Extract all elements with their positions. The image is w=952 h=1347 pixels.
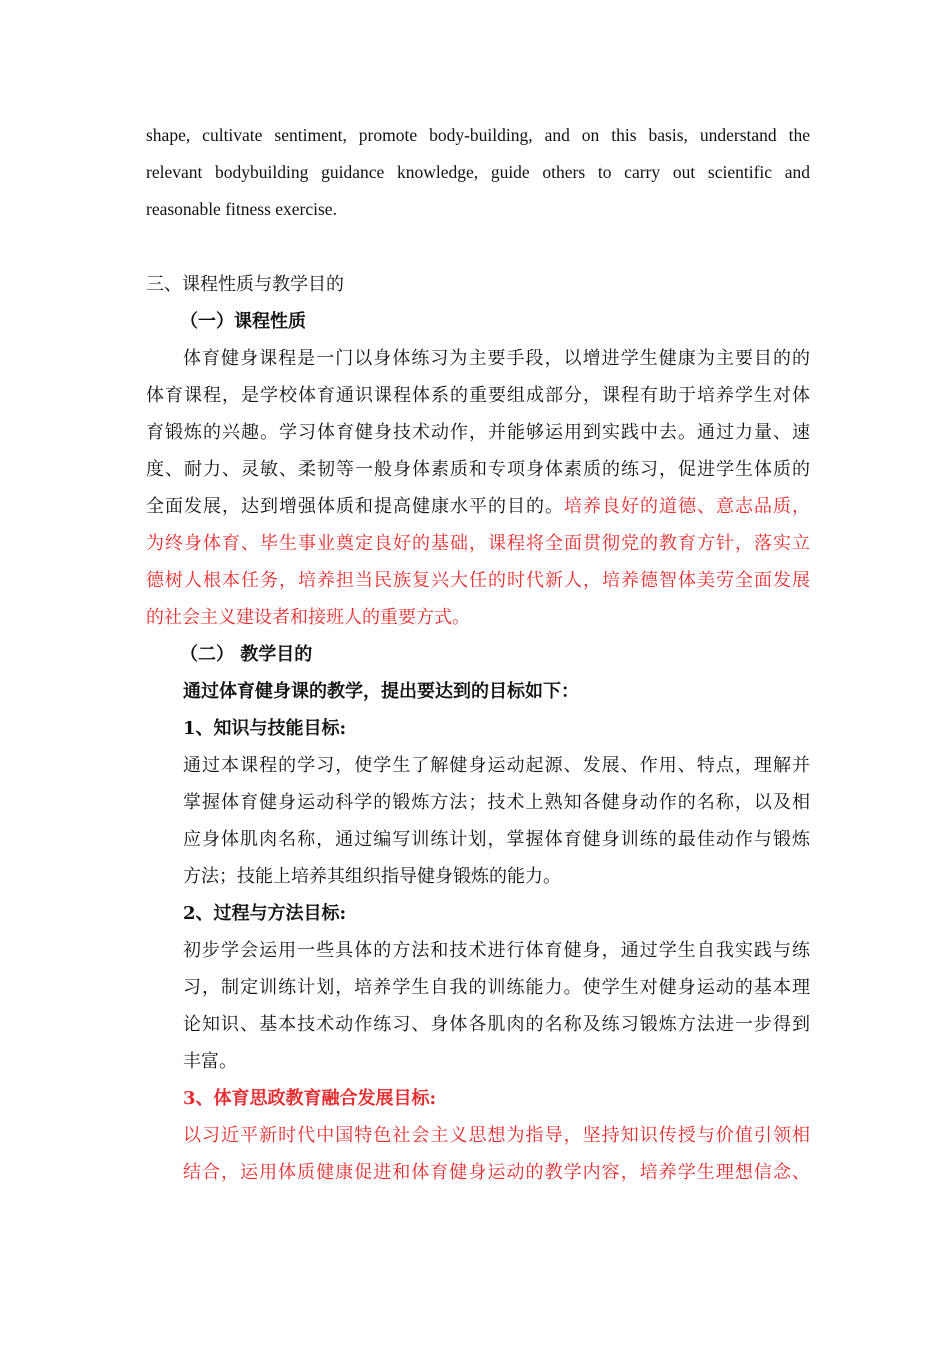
nature-paragraph-line-1: 体育健身课程是一门以身体练习为主要手段，以增进学生健康为主要目的的 — [183, 348, 810, 369]
goal2-line-4: 丰富。 — [183, 1051, 237, 1072]
subsection-heading-goals: （二） 教学目的 — [180, 644, 313, 665]
section-heading: 三、课程性质与教学目的 — [146, 274, 344, 295]
goal2-line-1: 初步学会运用一些具体的方法和技术进行体育健身，通过学生自我实践与练 — [183, 940, 810, 961]
goal1-line-2: 掌握体育健身运动科学的锻炼方法；技术上熟知各健身动作的名称，以及相 — [183, 792, 810, 813]
goal1-line-4: 方法；技能上培养其组织指导健身锻炼的能力。 — [183, 866, 561, 887]
goal3-line-2: 结合，运用体质健康促进和体育健身运动的教学内容，培养学生理想信念、 — [183, 1162, 810, 1183]
nature-red-line-2: 德树人根本任务，培养担当民族复兴大任的时代新人，培养德智体美劳全面发展 — [146, 570, 810, 591]
nature-black-segment: 全面发展，达到增强体质和提高健康水平的目的。 — [146, 496, 564, 517]
goals-intro: 通过体育健身课的教学，提出要达到的目标如下： — [183, 681, 579, 702]
subsection-heading-nature: （一）课程性质 — [180, 311, 306, 332]
goal2-line-3: 论知识、基本技术动作练习、身体各肌肉的名称及练习锻炼方法进一步得到 — [183, 1014, 810, 1035]
goal2-line-2: 习，制定训练计划，培养学生自我的训练能力。使学生对健身运动的基本理 — [183, 977, 810, 998]
english-paragraph-line-1: shape, cultivate sentiment, promote body-building, and on this basis, understand the — [146, 125, 810, 145]
nature-paragraph-line-4: 度、耐力、灵敏、柔韧等一般身体素质和专项身体素质的练习，促进学生体质的 — [146, 459, 810, 480]
goal3-heading: 3、体育思政教育融合发展目标: — [183, 1088, 437, 1109]
english-paragraph-line-3: reasonable fitness exercise. — [146, 199, 337, 219]
nature-paragraph-line-5 — [146, 488, 810, 525]
goal2-heading: 2、过程与方法目标: — [183, 903, 347, 924]
goal3-line-1: 以习近平新时代中国特色社会主义思想为指导，坚持知识传授与价值引领相 — [183, 1125, 810, 1146]
nature-red-line-3: 的社会主义建设者和接班人的重要方式。 — [146, 607, 470, 628]
nature-red-line-1: 为终身体育、毕生事业奠定良好的基础，课程将全面贯彻党的教育方针，落实立 — [146, 533, 810, 554]
nature-red-segment: 培养良好的道德、意志品质， — [564, 496, 810, 517]
nature-paragraph-line-3: 育锻炼的兴趣。学习体育健身技术动作，并能够运用到实践中去。通过力量、速 — [146, 422, 810, 443]
nature-paragraph-line-2: 体育课程，是学校体育通识课程体系的重要组成部分，课程有助于培养学生对体 — [146, 385, 810, 406]
goal1-line-3: 应身体肌肉名称，通过编写训练计划，掌握体育健身训练的最佳动作与锻炼 — [183, 829, 810, 850]
english-paragraph-line-2: relevant bodybuilding guidance knowledge, guide others to carry out scientific and — [146, 162, 810, 182]
goal1-heading: 1、知识与技能目标: — [183, 718, 347, 739]
goal1-line-1: 通过本课程的学习，使学生了解健身运动起源、发展、作用、特点，理解并 — [183, 755, 810, 776]
